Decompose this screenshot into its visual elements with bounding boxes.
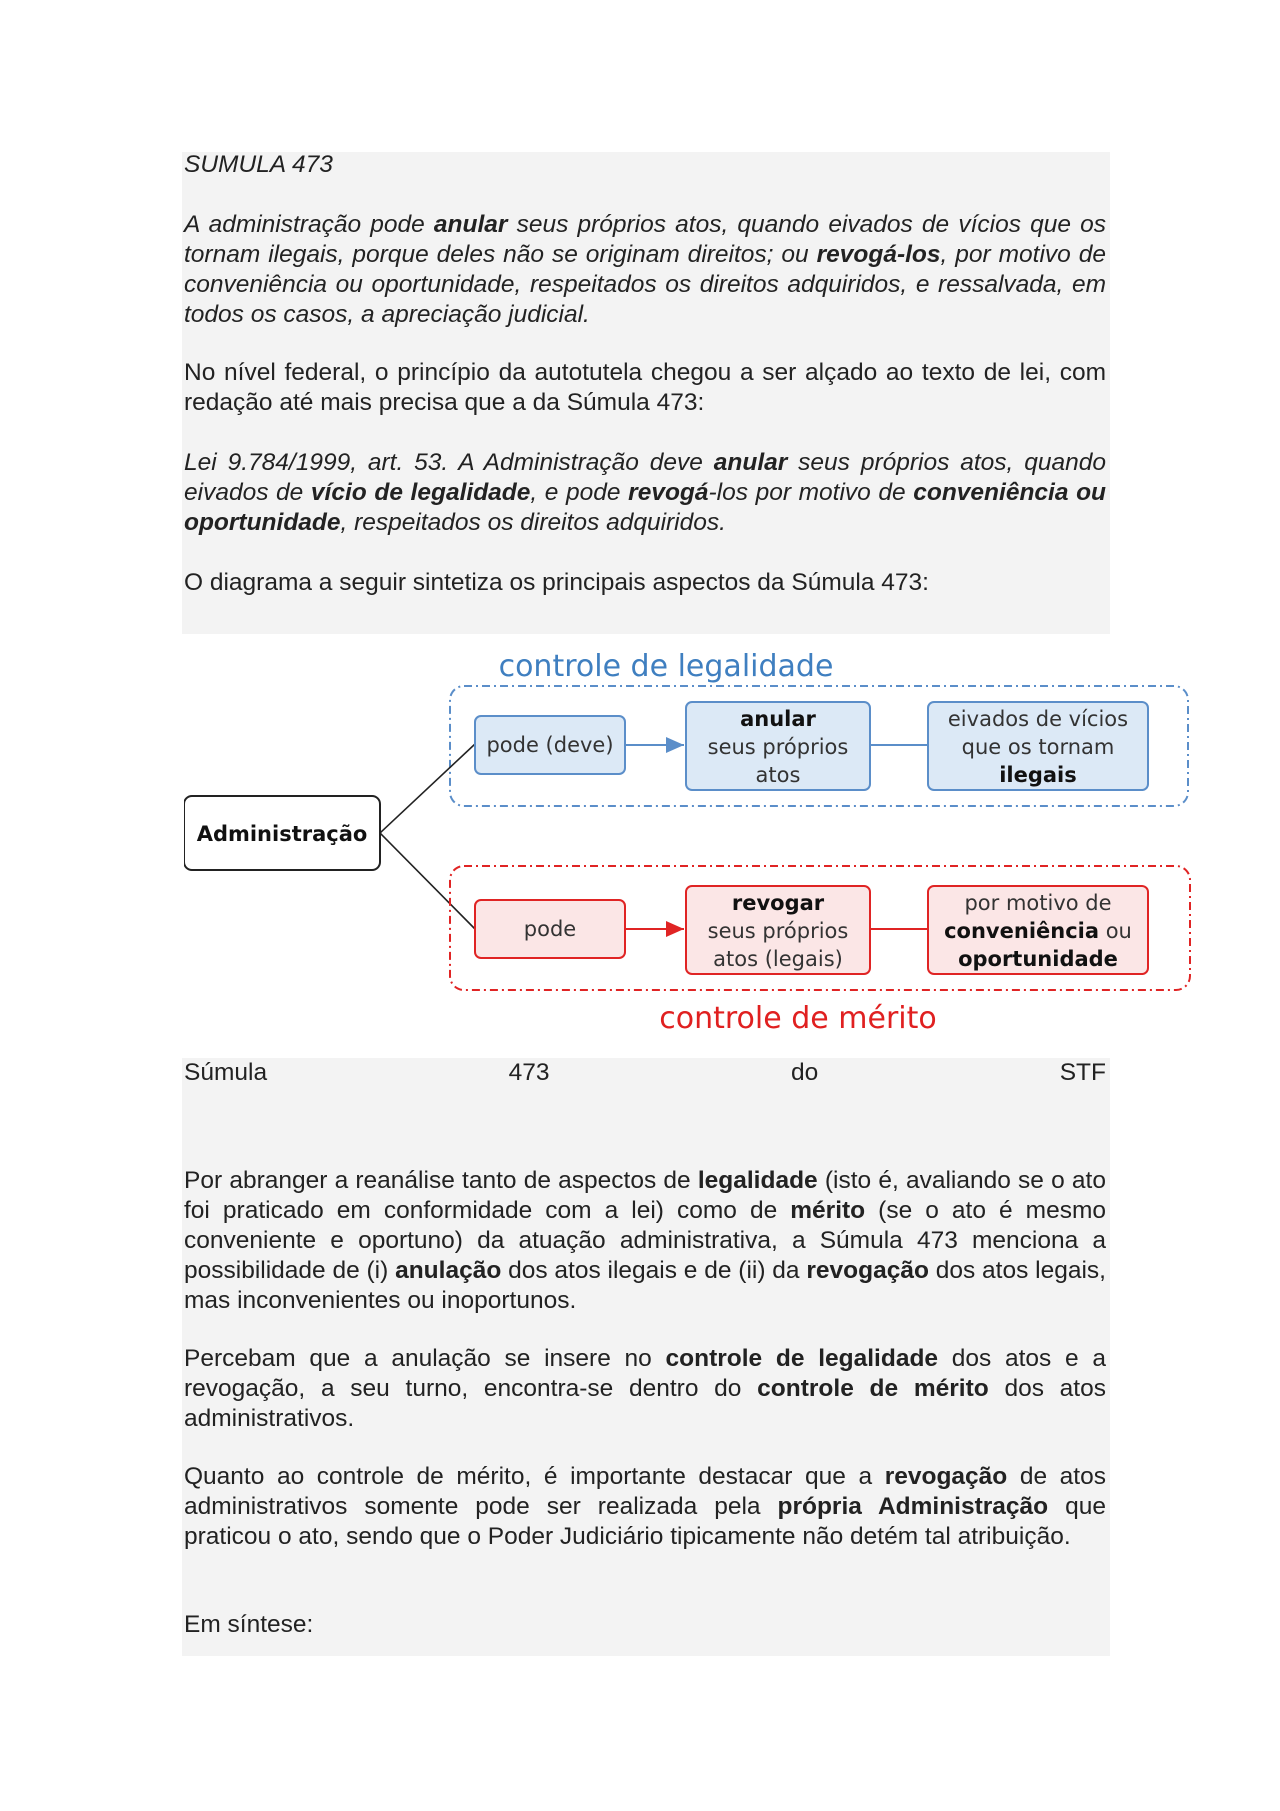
bold-run: mérito	[790, 1197, 866, 1224]
box-motivo-line1: por motivo de	[964, 891, 1112, 915]
box-pode-deve-label: pode (deve)	[486, 733, 614, 757]
quanto-paragraph	[184, 1462, 1106, 1552]
text-run: dos atos administrativos.	[184, 1375, 1106, 1432]
box-motivo-line2	[944, 919, 1132, 943]
text-run: Percebam que a anulação se insere no	[184, 1345, 666, 1372]
text-run: Quanto ao controle de mérito, é importante destacar que a	[184, 1463, 885, 1490]
caption-word-2: 473	[508, 1059, 550, 1086]
text-run: seus próprios atos, quando eivados de vícios que os tornam ilegais, porque deles não se originam direitos; ou	[184, 211, 1106, 268]
text-run: seus próprios atos, quando eivados de	[184, 449, 1106, 506]
text-run: , e pode	[530, 479, 629, 506]
text-run: Lei 9.784/1999, art. 53. A Administração deve	[184, 449, 714, 476]
abranger-paragraph	[184, 1166, 1106, 1316]
box-revogar-line2: seus próprios	[707, 919, 849, 943]
bold-run: anular	[433, 211, 508, 238]
closing-paragraph: Em síntese:	[184, 1611, 314, 1638]
sumula-diagram	[184, 634, 1196, 1058]
text-run: -los por motivo de	[708, 479, 914, 506]
text-run: de atos administrativos somente pode ser realizada pela	[184, 1463, 1106, 1520]
box-anular-bold: anular	[740, 707, 816, 731]
text-run: (isto é, avaliando se o ato foi praticado em conformidade com a lei) como de	[184, 1167, 1106, 1224]
text-run: , por motivo de conveniência ou oportunidade, respeitados os direitos adquiridos, e ressalvada, em todos os casos, a apreciação judicial.	[184, 241, 1106, 328]
sumula-paragraph	[184, 210, 1106, 330]
heading-sumula: SUMULA 473	[184, 151, 333, 178]
federal-paragraph: No nível federal, o princípio da autotutela chegou a ser alçado ao texto de lei, com redação até mais precisa que a da Súmula 473:	[184, 359, 1106, 416]
title-controle-legalidade: controle de legalidade	[498, 649, 834, 684]
box-motivo-oportunidade: oportunidade	[958, 947, 1118, 971]
title-controle-merito: controle de mérito	[659, 1001, 937, 1036]
box-pode-label: pode	[523, 917, 577, 941]
text-run: dos atos legais, mas inconvenientes ou inoportunos.	[184, 1257, 1106, 1314]
box-anular-line2: seus próprios	[707, 735, 849, 759]
bold-run: anulação	[395, 1257, 502, 1284]
percebam-paragraph	[184, 1344, 1106, 1434]
text-run: que praticou o ato, sendo que o Poder Judiciário tipicamente não detém tal atribuição.	[184, 1493, 1107, 1550]
box-motivo-conveniencia: conveniência	[944, 919, 1100, 943]
bold-run: controle de legalidade	[665, 1345, 939, 1372]
caption-word-3: do	[790, 1059, 819, 1086]
box-eivados-line1: eivados de vícios	[947, 707, 1129, 731]
box-motivo-ou: ou	[1099, 919, 1132, 943]
bold-run: conveniência ou oportunidade	[184, 479, 1107, 536]
text-run: dos atos e a revogação, a seu turno, encontra-se dentro do	[184, 1345, 1106, 1402]
bold-run: anular	[713, 449, 788, 476]
diagram-caption	[184, 1058, 1106, 1088]
diagram-intro-paragraph: O diagrama a seguir sintetiza os principais aspectos da Súmula 473:	[184, 569, 929, 596]
caption-word-1: Súmula	[184, 1059, 268, 1086]
text-run: Por abranger a reanálise tanto de aspectos de	[184, 1167, 698, 1194]
text-run: dos atos ilegais e de (ii) da	[501, 1257, 807, 1284]
connector-root-top	[380, 744, 475, 833]
box-eivados-line2: que os tornam	[961, 735, 1115, 759]
bold-run: própria Administração	[777, 1493, 1049, 1520]
text-run: A administração pode	[184, 211, 434, 238]
root-label: Administração	[196, 822, 368, 846]
box-revogar-line3: atos (legais)	[713, 947, 843, 971]
box-revogar-bold: revogar	[731, 891, 825, 915]
bold-run: controle de mérito	[757, 1375, 989, 1402]
bold-run: vício de legalidade	[310, 479, 531, 506]
connector-root-bottom	[380, 833, 475, 929]
box-anular-line3: atos	[755, 763, 801, 787]
bold-run: revogação	[884, 1463, 1008, 1490]
box-eivados-bold: ilegais	[999, 763, 1077, 787]
bold-run: revogá-los	[816, 241, 941, 268]
bold-run: revogá	[628, 479, 709, 506]
diagram-svg	[184, 634, 1196, 1058]
lei-paragraph	[184, 448, 1106, 538]
caption-word-4: STF	[1059, 1059, 1106, 1086]
text-run: , respeitados os direitos adquiridos.	[340, 509, 726, 536]
text-run: (se o ato é mesmo conveniente e oportuno) da atuação administrativa, a Súmula 473 menciona a possibilidade de (i)	[184, 1197, 1106, 1284]
bold-run: legalidade	[697, 1167, 818, 1194]
bold-run: revogação	[806, 1257, 929, 1284]
